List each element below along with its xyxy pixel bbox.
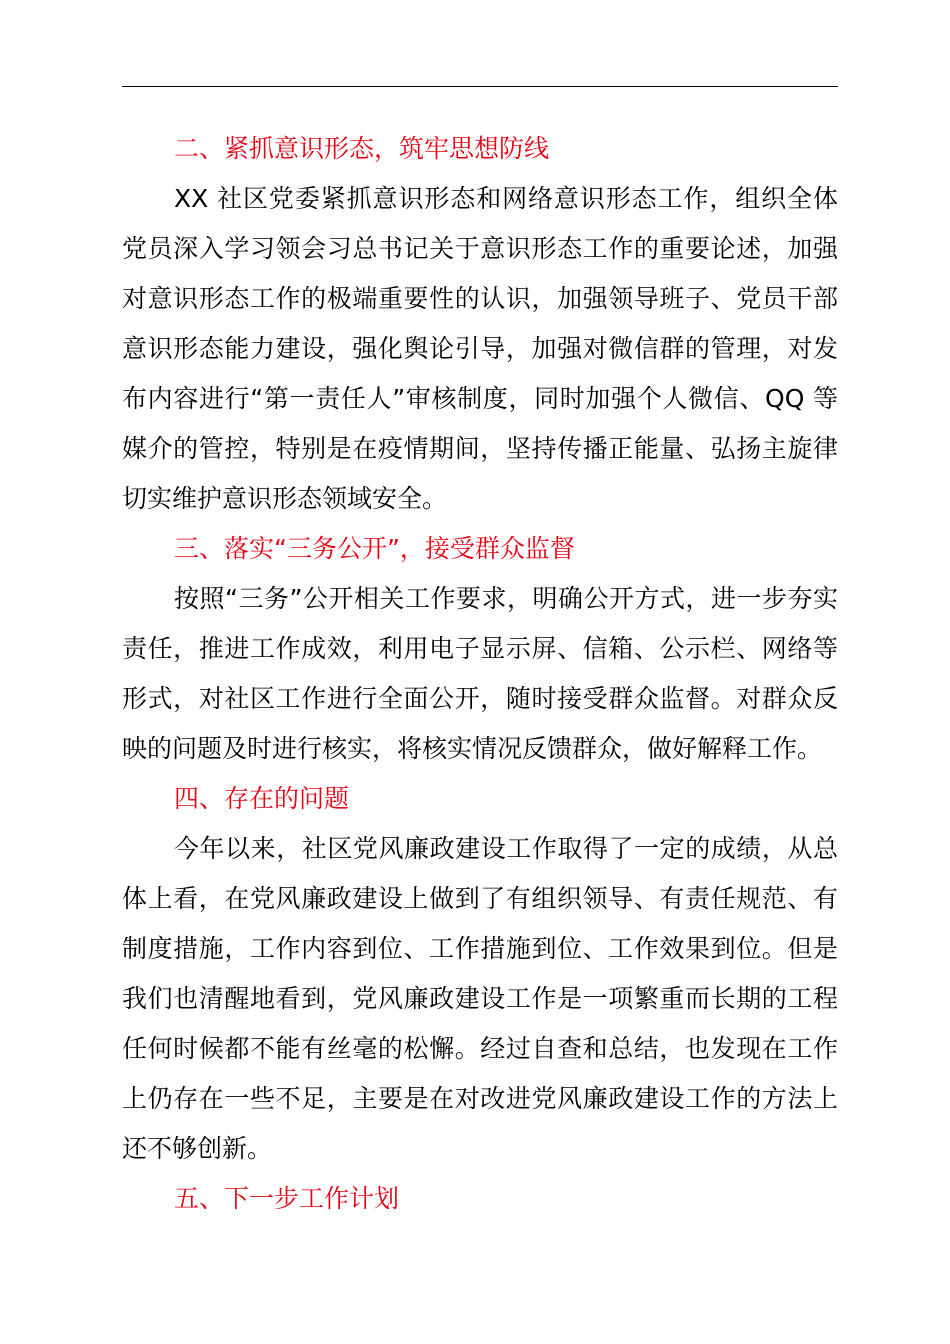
paragraph-line: 任何时候都不能有丝毫的松懈。经过自查和总结，也发现在工作 bbox=[122, 1034, 838, 1063]
paragraph-line: 党员深入学习领会习总书记关于意识形态工作的重要论述，加强 bbox=[122, 234, 838, 263]
paragraph-line: 制度措施，工作内容到位、工作措施到位、工作效果到位。但是 bbox=[122, 934, 838, 963]
section-heading: 五、下一步工作计划 bbox=[174, 1184, 400, 1213]
paragraph-line: 形式，对社区工作进行全面公开，随时接受群众监督。对群众反 bbox=[122, 684, 838, 713]
paragraph-line: 上仍存在一些不足，主要是在对改进党风廉政建设工作的方法上 bbox=[122, 1084, 838, 1113]
paragraph-line: 还不够创新。 bbox=[122, 1134, 273, 1163]
paragraph-line: 意识形态能力建设，强化舆论引导，加强对微信群的管理，对发 bbox=[122, 334, 838, 363]
paragraph-line: 今年以来，社区党风廉政建设工作取得了一定的成绩，从总 bbox=[174, 834, 838, 863]
paragraph-line: XX 社区党委紧抓意识形态和网络意识形态工作，组织全体 bbox=[174, 184, 838, 213]
paragraph-line: 布内容进行“第一责任人”审核制度，同时加强个人微信、QQ 等 bbox=[122, 384, 838, 413]
paragraph-line: 媒介的管控，特别是在疫情期间，坚持传播正能量、弘扬主旋律 bbox=[122, 434, 838, 463]
section-heading: 四、存在的问题 bbox=[174, 784, 350, 813]
paragraph-line: 体上看，在党风廉政建设上做到了有组织领导、有责任规范、有 bbox=[122, 884, 838, 913]
paragraph-line: 我们也清醒地看到，党风廉政建设工作是一项繁重而长期的工程 bbox=[122, 984, 838, 1013]
section-heading: 二、紧抓意识形态，筑牢思想防线 bbox=[174, 134, 550, 163]
paragraph-line: 映的问题及时进行核实，将核实情况反馈群众，做好解释工作。 bbox=[122, 734, 823, 763]
header-rule bbox=[122, 86, 838, 87]
paragraph-line: 切实维护意识形态领域安全。 bbox=[122, 484, 448, 513]
paragraph-line: 责任，推进工作成效，利用电子显示屏、信箱、公示栏、网络等 bbox=[122, 634, 838, 663]
paragraph-line: 按照“三务”公开相关工作要求，明确公开方式，进一步夯实 bbox=[174, 584, 838, 613]
paragraph-line: 对意识形态工作的极端重要性的认识，加强领导班子、党员干部 bbox=[122, 284, 838, 313]
section-heading: 三、落实“三务公开”，接受群众监督 bbox=[174, 534, 575, 563]
